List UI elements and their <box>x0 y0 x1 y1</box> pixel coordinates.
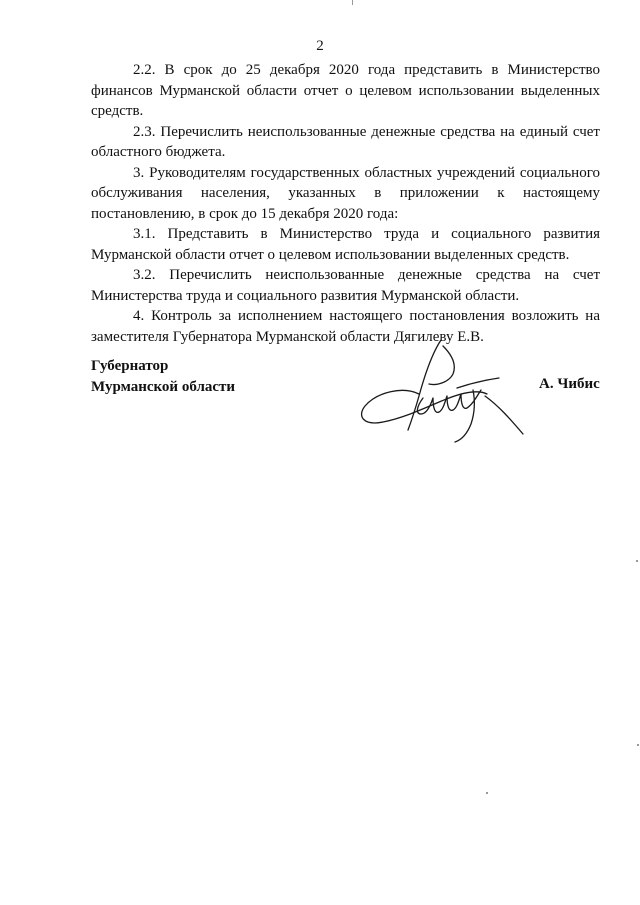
paragraph-2-2: 2.2. В срок до 25 декабря 2020 года представить в Министерство финансов Мурманской области отчет о целевом использовании выделенных средств. <box>91 62 600 119</box>
document-body <box>91 60 600 347</box>
paragraph-2-3: 2.3. Перечислить неиспользованные денежные средства на единый счет областного бюджета. <box>91 123 600 160</box>
signer-title-line-2: Мурманской области <box>91 378 236 395</box>
paragraph-3-2: 3.2. Перечислить неиспользованные денежные средства на счет Министерства труда и социального развития Мурманской области. <box>91 267 600 304</box>
signer-title <box>91 356 235 397</box>
scan-mark-right-1 <box>636 560 638 562</box>
signature-block <box>91 356 600 446</box>
signer-title-line-1: Губернатор <box>91 358 169 374</box>
paragraph-3: 3. Руководителям государственных областных учреждений социального обслуживания населения, указанных в приложении к настоящему постановлению, в срок до 15 декабря 2020 года: <box>91 164 600 222</box>
scan-mark-right-2 <box>637 744 639 746</box>
paragraph-4: 4. Контроль за исполнением настоящего постановления возложить на заместителя Губернатора Мурманской области Дягилеву Е.В. <box>91 308 600 345</box>
scan-mark-right-3 <box>486 792 488 794</box>
paragraph-3-1: 3.1. Представить в Министерство труда и социального развития Мурманской области отчет о целевом использовании выделенных средств. <box>91 226 600 263</box>
signer-name: А. Чибис <box>539 376 600 392</box>
handwritten-signature <box>353 334 533 444</box>
page-number: 2 <box>316 38 324 54</box>
scan-mark-top <box>352 0 353 5</box>
